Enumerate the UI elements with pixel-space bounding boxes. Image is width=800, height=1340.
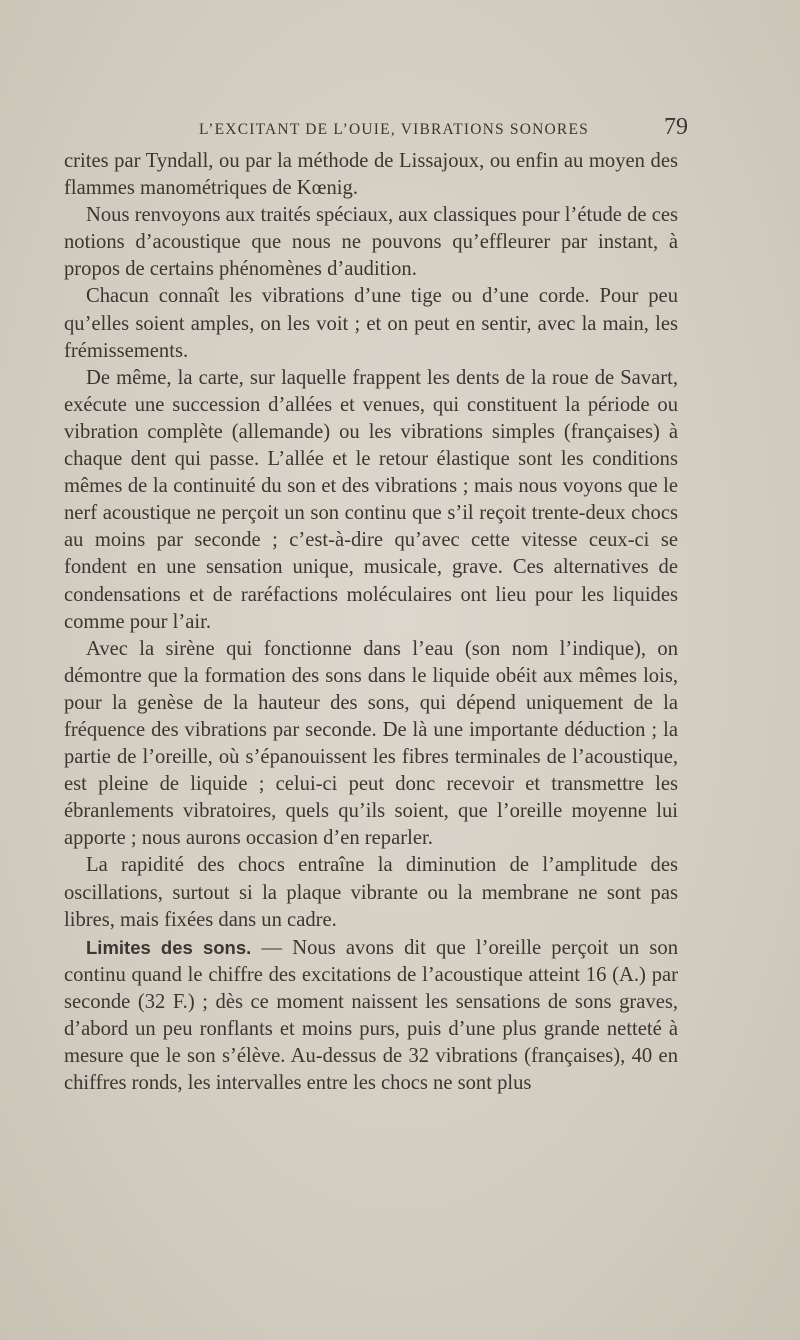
page-header [64, 114, 688, 141]
page-number: 79 [664, 114, 688, 140]
paragraph-2: Nous renvoyons aux traités spéciaux, aux classiques pour l’étude de ces notions d’acoustique que nous ne pouvons qu’effleurer par instant, à propos de certains phénomènes d’audition. [64, 204, 678, 281]
section-heading-limites: Limites des sons. [86, 936, 252, 958]
body-text [64, 148, 678, 1097]
running-title: L’EXCITANT DE L’OUIE, VIBRATIONS SONORES [199, 121, 589, 138]
paragraph-6: La rapidité des chocs entraîne la diminution de l’amplitude des oscillations, surtout si la plaque vibrante ou la membrane ne sont pas libres, mais fixées dans un cadre. [64, 854, 678, 931]
paragraph-1: crites par Tyndall, ou par la méthode de Lissajoux, ou enfin au moyen des flammes manométriques de Kœnig. [64, 150, 678, 200]
paragraph-5: Avec la sirène qui fonctionne dans l’eau (son nom l’indique), on démontre que la formation des sons dans le liquide obéit aux mêmes lois, pour la genèse de la hauteur des sons, qui dépend uniquement de la fréquence des vibrations par seconde. De là une importante déduction ; la partie de l’oreille, où s’épanouissent les fibres terminales de l’acoustique, est pleine de liquide ; celui-ci peut donc recevoir et transmettre les ébranlements vibratoires, quels qu’ils soient, que l’oreille moyenne lui apporte ; nous aurons occasion d’en reparler. [64, 637, 678, 850]
paragraph-7-text: — Nous avons dit que l’oreille perçoit un son continu quand le chiffre des excitations de l’acoustique atteint 16 (A.) par seconde (32 F.) ; dès ce moment naissent les sensations de sons graves, d’abord un peu ronflants et moins purs, puis d’une plus grande netteté à mesure que le son s’élève. Au-dessus de 32 vibrations (françaises), 40 en chiffres ronds, les intervalles entre les chocs ne sont plus [64, 936, 678, 1095]
paragraph-4: De même, la carte, sur laquelle frappent les dents de la roue de Savart, exécute une succession d’allées et venues, qui constituent la période ou vibration complète (allemande) ou les vibrations simples (françaises) à chaque dent qui passe. L’allée et le retour élastique sont les conditions mêmes de la continuité du son et des vibrations ; mais nous voyons que le nerf acoustique ne perçoit un son continu que s’il reçoit trente-deux chocs au moins par seconde ; c’est-à-dire qu’avec cette vitesse ceux-ci se fondent en une sensation unique, musicale, grave. Ces alternatives de condensations et de raréfactions moléculaires ont lieu pour les liquides comme pour l’air. [64, 366, 678, 633]
paragraph-3: Chacun connaît les vibrations d’une tige ou d’une corde. Pour peu qu’elles soient amples, on les voit ; et on peut en sentir, avec la main, les frémissements. [64, 285, 678, 362]
paragraph-7 [64, 934, 678, 1098]
